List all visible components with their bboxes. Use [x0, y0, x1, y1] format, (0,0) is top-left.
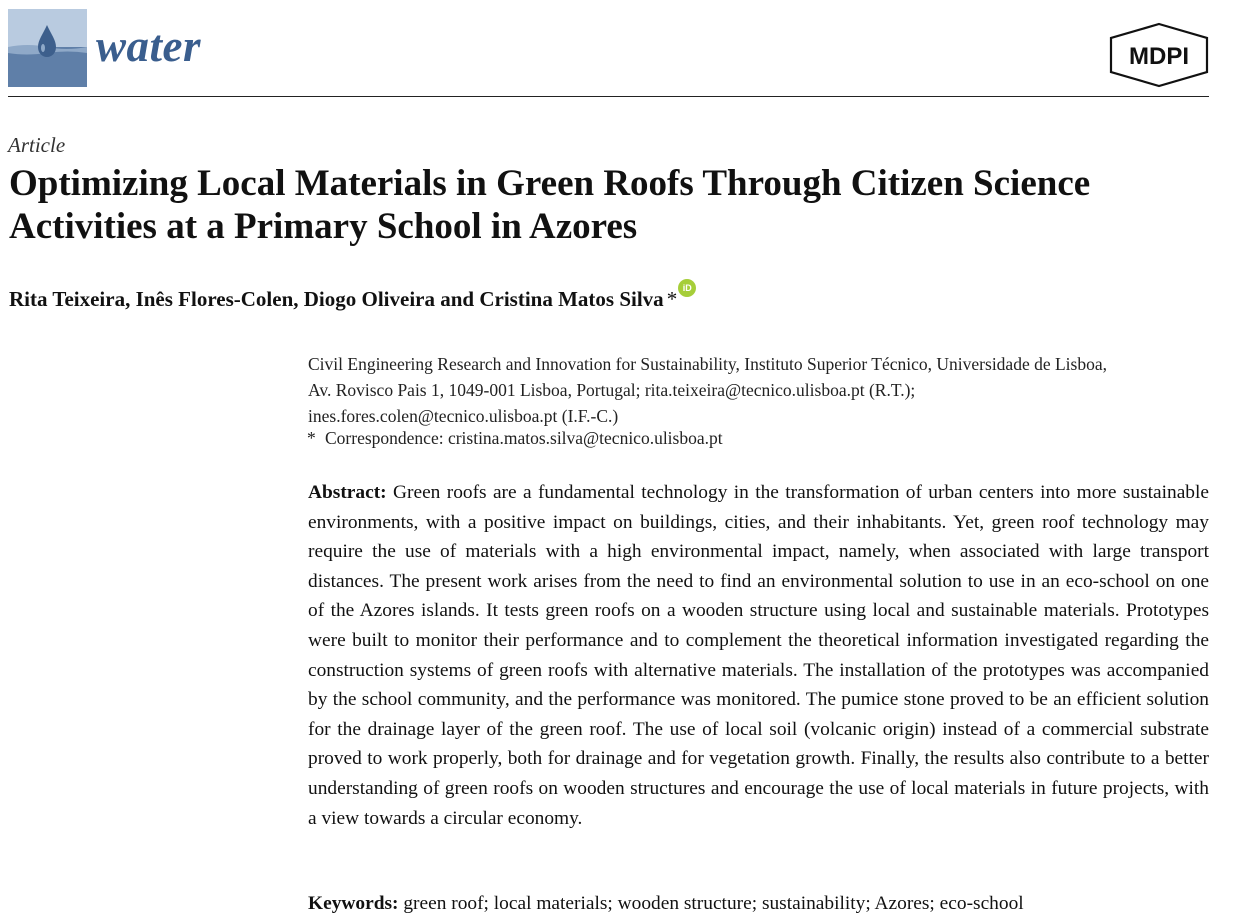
abstract [308, 478, 1209, 833]
journal-logo [8, 9, 87, 87]
orcid-label: iD [682, 283, 692, 293]
journal-name: water [96, 21, 202, 71]
article-type: Article [8, 133, 66, 157]
orcid-icon[interactable] [678, 279, 696, 297]
correspondence-text: Correspondence: cristina.matos.silva@tecnico.ulisboa.pt [325, 428, 723, 448]
affiliation-line: ines.fores.colen@tecnico.ulisboa.pt (I.F.-C.) [308, 406, 619, 426]
affiliation [308, 351, 1218, 429]
publisher-logo [1108, 22, 1210, 88]
keywords-label: Keywords: [308, 893, 399, 914]
author-list [9, 279, 696, 313]
corresponding-author-mark: * [666, 287, 678, 311]
correspondence [307, 425, 723, 451]
correspondence-mark: * [307, 428, 316, 448]
header-divider [8, 96, 1209, 97]
abstract-text: Green roofs are a fundamental technology in the transformation of urban centers into more sustainable environments, with a positive impact on buildings, cities, and their inhabitants. Yet, green roof technology may require the use of materials with a high environmental impact, namely, when associated with large transport distances. The present work arises from the need to find an environmental solution to use in an eco-school on one of the Azores islands. It tests green roofs on a wooden structure using local and sustainable materials. Prototypes were built to monitor their performance and to complement the theoretical information investigated regarding the construction systems of green roofs with alternative materials. The installation of the prototypes was accompanied by the school community, and the performance was monitored. The pumice stone proved to be an efficient solution for the drainage layer of the green roof. The use of local soil (volcanic origin) instead of a commercial substrate proved to work properly, both for drainage and for vegetation growth. Finally, the results also contribute to a better understanding of green roofs on wooden structures and encourage the use of local materials in future projects, with a view towards a circular economy. [308, 482, 1209, 829]
abstract-label: Abstract: [308, 482, 387, 503]
authors-text: Rita Teixeira, Inês Flores-Colen, Diogo Oliveira and Cristina Matos Silva [9, 287, 664, 311]
keywords-text: green roof; local materials; wooden structure; sustainability; Azores; eco-school [403, 893, 1024, 914]
affiliation-line: Av. Rovisco Pais 1, 1049-001 Lisboa, Portugal; rita.teixeira@tecnico.ulisboa.pt (R.T.); [308, 380, 916, 400]
publisher-name: MDPI [1129, 43, 1189, 70]
article-title: Optimizing Local Materials in Green Roofs Through Citizen Science Activities at a Primary School in Azores [9, 163, 1091, 247]
affiliation-line: Civil Engineering Research and Innovation for Sustainability, Instituto Superior Técnico, Universidade de Lisboa, [308, 354, 1107, 374]
keywords [308, 889, 1024, 918]
